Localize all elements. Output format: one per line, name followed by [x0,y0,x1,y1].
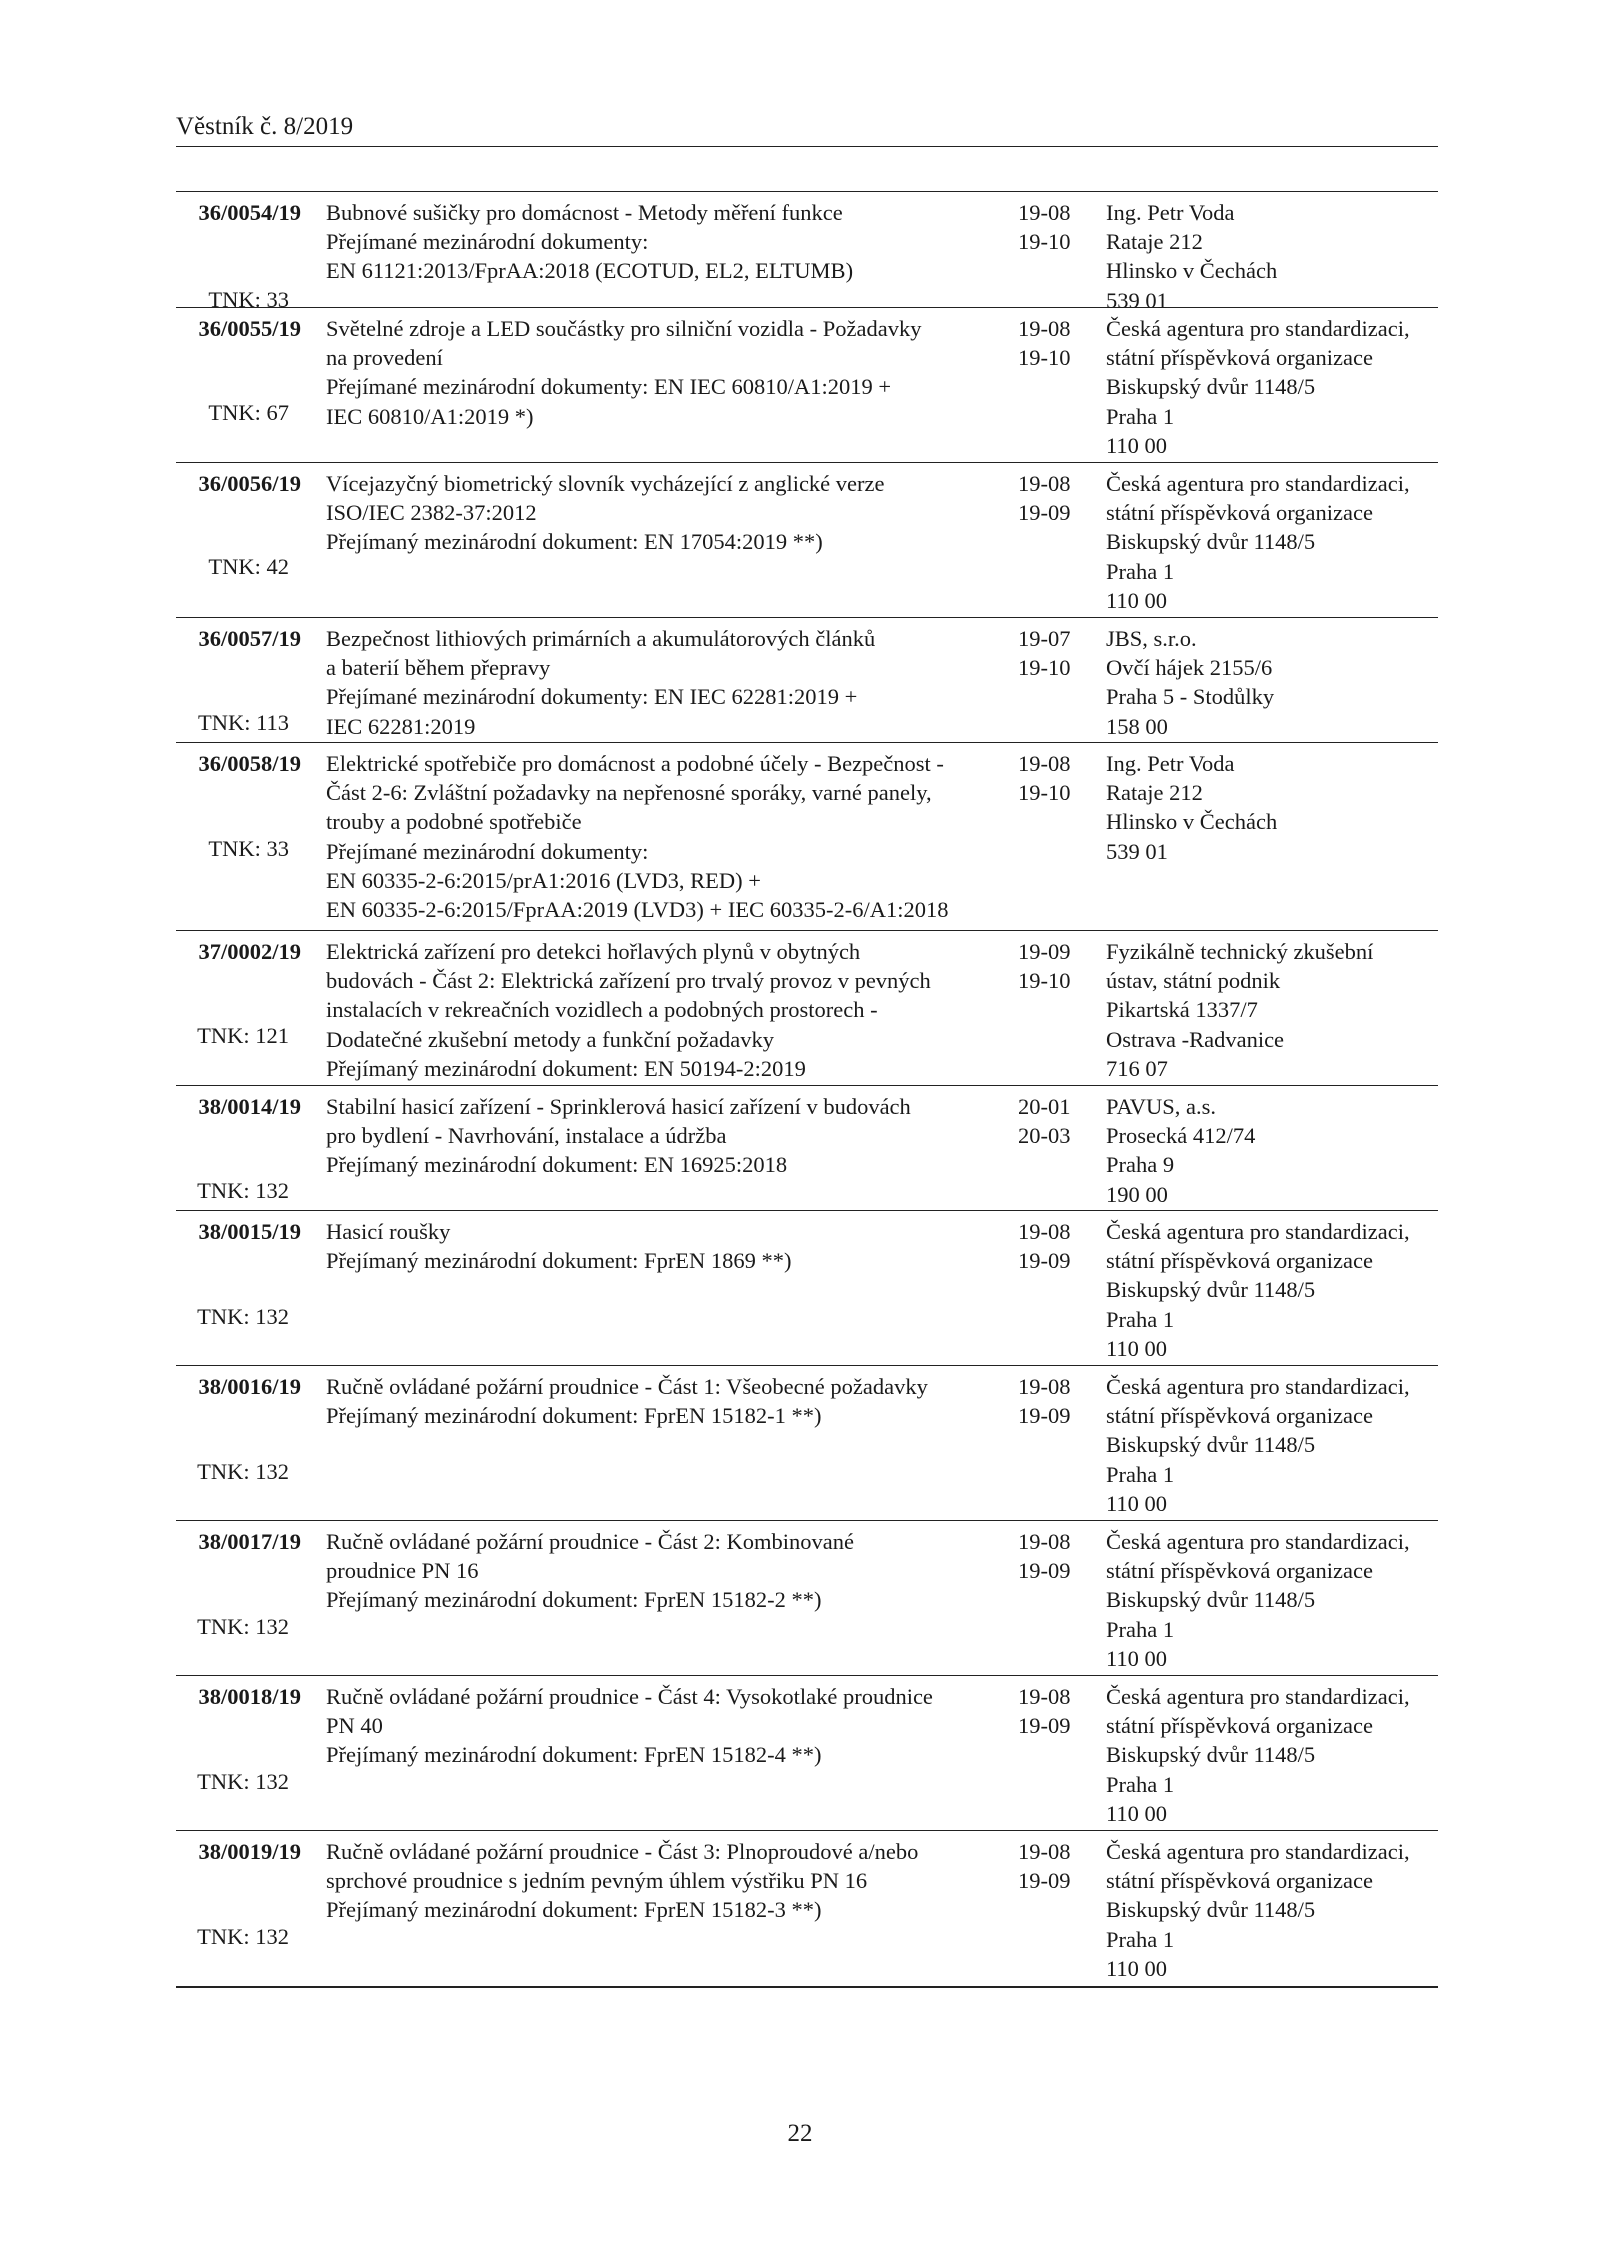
processor-address [1106,1092,1446,1209]
address-line: 110 00 [1106,1800,1168,1826]
title-line: Ručně ovládané požární proudnice - Část 3: Plnoproudové a/nebo [326,1839,919,1864]
title-line: Přejímané mezinárodní dokumenty: EN IEC 60810/A1:2019 + [326,374,892,400]
term-dates [1018,1837,1088,1895]
norm-code: 36/0056/19 [198,471,301,496]
processor-address [1106,937,1446,1083]
address-line: Ovčí hájek 2155/6 [1106,655,1273,681]
page-header-title: Věstník č. 8/2019 [176,113,354,140]
address-line: státní příspěvková organizace [1106,1558,1373,1584]
address-line: státní příspěvková organizace [1106,1248,1373,1274]
address-line: Fyzikálně technický zkušební [1106,939,1374,964]
title-line: budovách - Část 2: Elektrická zařízení pro trvalý provoz v pevných [326,968,931,994]
tnk-label: TNK: 132 [197,1614,289,1639]
address-line: Ostrava -Radvanice [1106,1026,1285,1052]
norm-code: 36/0058/19 [198,751,301,776]
processor-address [1106,314,1446,460]
title-line: Přejímaný mezinárodní dokument: FprEN 15182-2 **) [326,1587,822,1613]
date-value: 19-09 [1018,500,1071,526]
norm-code: 36/0054/19 [198,200,301,225]
title-line: Elektrická zařízení pro detekci hořlavých plynů v obytných [326,939,861,964]
table-row [176,463,1438,618]
processor-address [1106,1372,1446,1518]
address-line: Prosecká 412/74 [1106,1123,1256,1149]
term-dates [1018,624,1088,682]
address-line: 158 00 [1106,713,1168,739]
norm-code: 38/0017/19 [198,1529,301,1554]
address-line: Biskupský dvůr 1148/5 [1106,1897,1316,1923]
announcement-table [176,192,1438,1988]
table-row [176,1211,1438,1366]
date-value: 19-08 [1018,1374,1071,1399]
address-line: Biskupský dvůr 1148/5 [1106,1277,1316,1303]
tnk-label: TNK: 132 [197,1924,289,1949]
date-value: 20-01 [1018,1094,1071,1119]
title-line: proudnice PN 16 [326,1558,479,1584]
tnk-label: TNK: 33 [208,836,289,861]
title-line: sprchové proudnice s jedním pevným úhlem výstřiku PN 16 [326,1868,868,1894]
title-line: trouby a podobné spotřebiče [326,809,582,835]
address-line: Hlinsko v Čechách [1106,258,1278,284]
address-line: Praha 1 [1106,1461,1175,1487]
address-line: Praha 1 [1106,1771,1175,1797]
date-value: 19-10 [1018,345,1071,371]
date-value: 19-09 [1018,1558,1071,1584]
address-line: 110 00 [1106,1335,1168,1361]
date-value: 19-10 [1018,655,1071,681]
address-line: Česká agentura pro standardizaci, [1106,316,1410,341]
address-line: Ing. Petr Voda [1106,751,1235,776]
table-row [176,308,1438,463]
address-line: Česká agentura pro standardizaci, [1106,1219,1410,1244]
date-value: 19-08 [1018,1684,1071,1709]
tnk-label: TNK: 132 [197,1304,289,1329]
processor-address [1106,1527,1446,1673]
table-row [176,743,1438,931]
table-row [176,931,1438,1086]
title-line: Vícejazyčný biometrický slovník vycházející z anglické verze [326,471,885,496]
title-line: instalacích v rekreačních vozidlech a podobných prostorech - [326,997,878,1023]
date-value: 19-08 [1018,1839,1071,1864]
title-line: Světelné zdroje a LED součástky pro silniční vozidla - Požadavky [326,316,922,341]
date-value: 20-03 [1018,1123,1071,1149]
term-dates [1018,198,1088,256]
address-line: Biskupský dvůr 1148/5 [1106,374,1316,400]
address-line: Ing. Petr Voda [1106,200,1235,225]
norm-code: 36/0055/19 [198,316,301,341]
address-line: státní příspěvková organizace [1106,500,1373,526]
title-line: Přejímaný mezinárodní dokument: EN 50194-2:2019 [326,1055,806,1081]
address-line: Biskupský dvůr 1148/5 [1106,1742,1316,1768]
title-line: a baterií během přepravy [326,655,551,681]
norm-code: 36/0057/19 [198,626,301,651]
processor-address [1106,469,1446,615]
title-line: Ručně ovládané požární proudnice - Část 1: Všeobecné požadavky [326,1374,928,1399]
address-line: Praha 1 [1106,558,1175,584]
title-line: Ručně ovládané požární proudnice - Část 4: Vysokotlaké proudnice [326,1684,933,1709]
term-dates [1018,314,1088,372]
address-line: Hlinsko v Čechách [1106,809,1278,835]
date-value: 19-09 [1018,1248,1071,1274]
address-line: 110 00 [1106,1955,1168,1981]
table-row [176,618,1438,743]
date-value: 19-10 [1018,780,1071,806]
address-line: Česká agentura pro standardizaci, [1106,1529,1410,1554]
title-line: IEC 62281:2019 [326,713,476,739]
tnk-label: TNK: 67 [208,400,289,425]
title-line: ISO/IEC 2382-37:2012 [326,500,537,526]
title-line: Elektrické spotřebiče pro domácnost a podobné účely - Bezpečnost - [326,751,944,776]
date-value: 19-08 [1018,1529,1071,1554]
address-line: Praha 1 [1106,1616,1175,1642]
norm-code: 38/0014/19 [198,1094,301,1119]
title-line: Přejímaný mezinárodní dokument: FprEN 15182-4 **) [326,1742,822,1768]
term-dates [1018,1682,1088,1740]
address-line: PAVUS, a.s. [1106,1094,1217,1119]
title-line: Přejímaný mezinárodní dokument: FprEN 15182-3 **) [326,1897,822,1923]
title-line: Přejímaný mezinárodní dokument: EN 17054:2019 **) [326,529,823,555]
table-row [176,1521,1438,1676]
title-line: Přejímaný mezinárodní dokument: FprEN 15182-1 **) [326,1403,822,1429]
date-value: 19-09 [1018,939,1071,964]
table-row [176,1676,1438,1831]
title-line: Ručně ovládané požární proudnice - Část 2: Kombinované [326,1529,854,1554]
address-line: JBS, s.r.o. [1106,626,1197,651]
address-line: Rataje 212 [1106,780,1203,806]
title-line: PN 40 [326,1713,383,1739]
title-line: pro bydlení - Navrhování, instalace a údržba [326,1123,727,1149]
processor-address [1106,1217,1446,1363]
title-line: Přejímané mezinárodní dokumenty: EN IEC 62281:2019 + [326,684,858,710]
address-line: 539 01 [1106,838,1168,864]
address-line: Biskupský dvůr 1148/5 [1106,1432,1316,1458]
tnk-label: TNK: 132 [197,1178,289,1203]
term-dates [1018,1092,1088,1150]
term-dates [1018,937,1088,995]
address-line: Biskupský dvůr 1148/5 [1106,1587,1316,1613]
address-line: 716 07 [1106,1055,1168,1081]
tnk-label: TNK: 132 [197,1459,289,1484]
date-value: 19-09 [1018,1403,1071,1429]
term-dates [1018,469,1088,527]
table-row [176,1086,1438,1211]
address-line: Česká agentura pro standardizaci, [1106,1839,1410,1864]
date-value: 19-10 [1018,968,1071,994]
address-line: 190 00 [1106,1181,1168,1207]
term-dates [1018,749,1088,807]
date-value: 19-08 [1018,316,1071,341]
date-value: 19-08 [1018,200,1071,225]
date-value: 19-08 [1018,1219,1071,1244]
title-line: EN 61121:2013/FprAA:2018 (ECOTUD, EL2, ELTUMB) [326,258,854,284]
date-value: 19-09 [1018,1868,1071,1894]
address-line: Biskupský dvůr 1148/5 [1106,529,1316,555]
title-line: IEC 60810/A1:2019 *) [326,403,534,429]
address-line: Praha 1 [1106,1306,1175,1332]
norm-code: 38/0015/19 [198,1219,301,1244]
title-line: Část 2-6: Zvláštní požadavky na nepřenosné sporáky, varné panely, [326,780,932,806]
address-line: 110 00 [1106,432,1168,458]
date-value: 19-09 [1018,1713,1071,1739]
address-line: 110 00 [1106,1490,1168,1516]
tnk-label: TNK: 132 [197,1769,289,1794]
title-line: Bezpečnost lithiových primárních a akumulátorových článků [326,626,876,651]
date-value: 19-10 [1018,229,1071,255]
address-line: Praha 5 - Stodůlky [1106,684,1275,710]
processor-address [1106,198,1446,315]
processor-address [1106,749,1446,866]
title-line: EN 60335-2-6:2015/prA1:2016 (LVD3, RED) + [326,867,761,893]
norm-code: 38/0018/19 [198,1684,301,1709]
norm-code: 38/0019/19 [198,1839,301,1864]
term-dates [1018,1217,1088,1275]
tnk-label: TNK: 121 [197,1023,289,1048]
address-line: Praha 9 [1106,1152,1175,1178]
address-line: státní příspěvková organizace [1106,1713,1373,1739]
title-line: Hasicí roušky [326,1219,451,1244]
address-line: Česká agentura pro standardizaci, [1106,471,1410,496]
processor-address [1106,1682,1446,1828]
address-line: ústav, státní podnik [1106,968,1281,994]
address-line: Česká agentura pro standardizaci, [1106,1684,1410,1709]
address-line: státní příspěvková organizace [1106,345,1373,371]
title-line: Přejímané mezinárodní dokumenty: [326,838,649,864]
header-divider [176,146,1438,147]
title-line: Přejímaný mezinárodní dokument: EN 16925:2018 [326,1152,788,1178]
tnk-label: TNK: 42 [208,554,289,579]
norm-code: 38/0016/19 [198,1374,301,1399]
title-line: na provedení [326,345,443,371]
table-row [176,1831,1438,1988]
title-line: Stabilní hasicí zařízení - Sprinklerová hasicí zařízení v budovách [326,1094,911,1119]
address-line: 539 01 [1106,287,1168,313]
date-value: 19-08 [1018,471,1071,496]
title-line: Přejímaný mezinárodní dokument: FprEN 1869 **) [326,1248,792,1274]
term-dates [1018,1527,1088,1585]
processor-address [1106,1837,1446,1983]
table-row [176,192,1438,313]
address-line: státní příspěvková organizace [1106,1403,1373,1429]
tnk-label: TNK: 113 [197,710,289,735]
address-line: Praha 1 [1106,1926,1175,1952]
address-line: Česká agentura pro standardizaci, [1106,1374,1410,1399]
date-value: 19-08 [1018,751,1071,776]
address-line: státní příspěvková organizace [1106,1868,1373,1894]
address-line: 110 00 [1106,1645,1168,1671]
title-line: Bubnové sušičky pro domácnost - Metody měření funkce [326,200,843,225]
table-row [176,1366,1438,1521]
address-line: Praha 1 [1106,403,1175,429]
term-dates [1018,1372,1088,1430]
processor-address [1106,624,1446,741]
address-line: 110 00 [1106,587,1168,613]
title-line: Dodatečné zkušební metody a funkční požadavky [326,1026,774,1052]
tnk-label: TNK: 33 [208,287,289,312]
norm-code: 37/0002/19 [198,939,301,964]
date-value: 19-07 [1018,626,1071,651]
address-line: Rataje 212 [1106,229,1203,255]
page-number: 22 [787,2120,813,2147]
address-line: Pikartská 1337/7 [1106,997,1258,1023]
title-line: Přejímané mezinárodní dokumenty: [326,229,649,255]
title-line: EN 60335-2-6:2015/FprAA:2019 (LVD3) + IEC 60335-2-6/A1:2018 [326,897,949,923]
